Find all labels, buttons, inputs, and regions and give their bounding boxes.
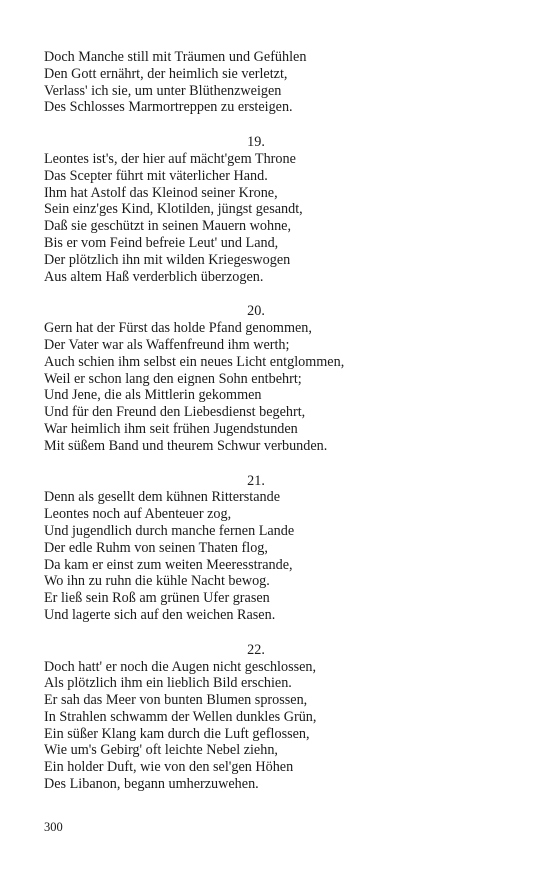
verse-line: Doch hatt' er noch die Augen nicht geschlossen, — [44, 658, 317, 675]
stanza-number: 19. — [247, 134, 265, 151]
verse-line: Und lagerte sich auf den weichen Rasen. — [44, 606, 276, 623]
poem-body — [44, 49, 484, 811]
stanza-number: 22. — [247, 641, 265, 658]
verse-line: Auch schien ihm selbst ein neues Licht entglommen, — [44, 353, 345, 370]
verse-line: Und für den Freund den Liebesdienst begehrt, — [44, 404, 306, 421]
verse-line: Leontes noch auf Abenteuer zog, — [44, 506, 232, 523]
verse-line: Er sah das Meer von bunten Blumen sprossen, — [44, 692, 308, 709]
verse-line: Der Vater war als Waffenfreund ihm werth; — [44, 336, 290, 353]
verse-line: Doch Manche still mit Träumen und Gefühlen — [44, 49, 307, 65]
verse-line: Ein süßer Klang kam durch die Luft geflossen, — [44, 725, 310, 742]
verse-line: Des Libanon, begann umherzuwehen. — [44, 776, 259, 793]
verse-line: Bis er vom Feind befreie Leut' und Land, — [44, 234, 279, 251]
verse-line: Er ließ sein Roß am grünen Ufer grasen — [44, 590, 270, 607]
verse-line: Leontes ist's, der hier auf mächt'gem Throne — [44, 150, 296, 167]
verse-line: Und Jene, die als Mittlerin gekommen — [44, 387, 262, 404]
verse-line: Weil er schon lang den eignen Sohn entbehrt; — [44, 370, 302, 387]
verse-line: Gern hat der Fürst das holde Pfand genommen, — [44, 320, 312, 337]
verse-line: Daß sie geschützt in seinen Mauern wohne, — [44, 218, 292, 235]
stanza-22 — [44, 642, 484, 793]
verse-line: Aus altem Haß verderblich überzogen. — [44, 268, 264, 285]
stanza-19 — [44, 134, 484, 285]
verse-line: Das Scepter führt mit väterlicher Hand. — [44, 167, 268, 184]
stanza-continued — [44, 49, 484, 116]
verse-line: Verlass' ich sie, um unter Blüthenzweigen — [44, 82, 282, 99]
verse-line: Ihm hat Astolf das Kleinod seiner Krone, — [44, 184, 278, 201]
verse-line: Mit süßem Band und theurem Schwur verbunden. — [44, 437, 328, 454]
stanza-number: 21. — [247, 472, 265, 489]
verse-line: In Strahlen schwamm der Wellen dunkles Grün, — [44, 708, 317, 725]
verse-line: Ein holder Duft, wie von den sel'gen Höhen — [44, 759, 294, 776]
verse-line: Der edle Ruhm von seinen Thaten flog, — [44, 539, 268, 556]
page-number: 300 — [44, 820, 63, 834]
verse-line: War heimlich ihm seit frühen Jugendstunden — [44, 420, 298, 437]
verse-line: Des Schlosses Marmortreppen zu ersteigen. — [44, 99, 293, 116]
stanza-number: 20. — [247, 303, 265, 320]
stanza-21 — [44, 473, 484, 624]
verse-line: Den Gott ernährt, der heimlich sie verletzt, — [44, 65, 288, 82]
verse-line: Denn als gesellt dem kühnen Ritterstande — [44, 489, 281, 506]
verse-line: Wie um's Gebirg' oft leichte Nebel ziehn, — [44, 742, 278, 759]
verse-line: Der plötzlich ihn mit wilden Kriegeswogen — [44, 251, 291, 268]
verse-line: Und jugendlich durch manche fernen Lande — [44, 522, 295, 539]
stanza-20 — [44, 303, 484, 454]
verse-line: Als plötzlich ihm ein lieblich Bild erschien. — [44, 675, 292, 692]
verse-line: Sein einz'ges Kind, Klotilden, jüngst gesandt, — [44, 201, 303, 218]
verse-line: Da kam er einst zum weiten Meeresstrande, — [44, 556, 293, 573]
verse-line: Wo ihn zu ruhn die kühle Nacht bewog. — [44, 573, 270, 590]
